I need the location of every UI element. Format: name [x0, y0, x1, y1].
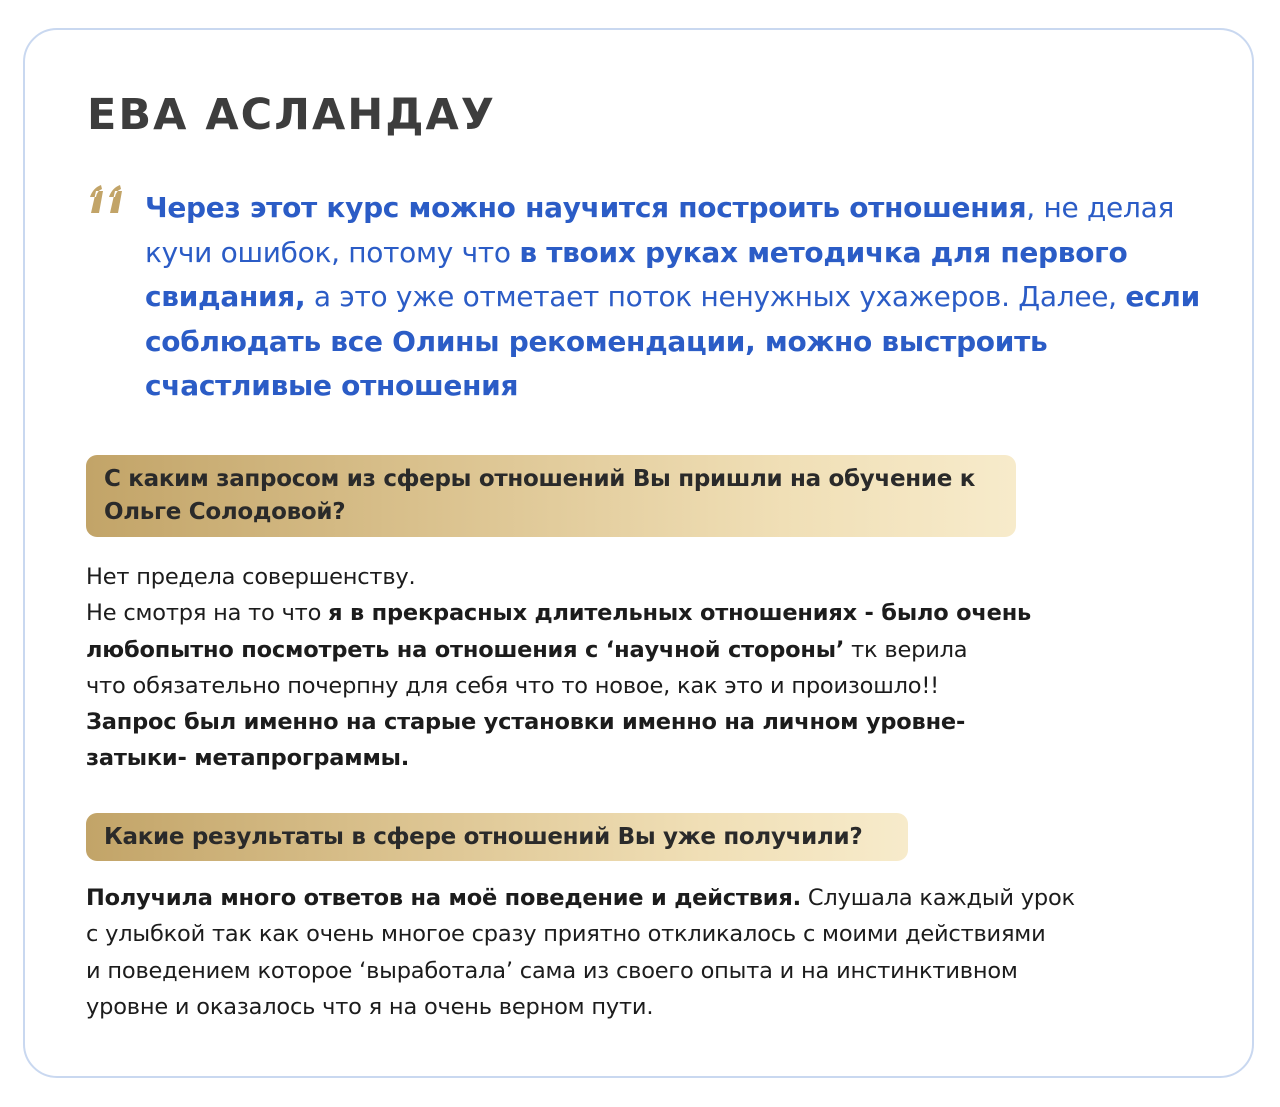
question-2-text: Какие результаты в сфере отношений Вы уже получили? — [104, 823, 863, 850]
answer-text: с улыбкой так как очень многое сразу приятно откликалось с моими действиями — [86, 921, 1046, 948]
quote-mark-icon — [88, 166, 128, 226]
answer-highlight: Запрос был именно на старые установки именно на личном уровне- — [86, 709, 966, 736]
testimonial-quote — [145, 186, 1230, 409]
answer-line — [86, 559, 1206, 595]
answer-highlight: любопытно посмотреть на отношения с ‘научной стороны’ — [86, 636, 845, 663]
answer-line — [86, 916, 1206, 952]
answer-line — [86, 632, 1206, 668]
answer-highlight: Получила много ответов на моё поведение и действия. — [86, 885, 801, 911]
answer-line — [86, 989, 1206, 1025]
answer-line — [86, 953, 1206, 989]
quote-text-segment: а это уже отметает поток ненужных ухажеров. Далее, — [305, 280, 1126, 313]
answer-line — [86, 668, 1206, 704]
answer-highlight: затыки- метапрограммы. — [86, 745, 410, 772]
question-2-banner — [86, 813, 908, 861]
answer-line — [86, 595, 1206, 631]
quote-highlight: если соблюдать все Олины рекомендации, можно выстроить счастливые отношения — [145, 280, 1200, 402]
answer-line — [86, 740, 1206, 776]
quote-highlight: в твоих руках методичка для первого свидания, — [145, 235, 1128, 313]
answer-text: что обязательно почерпну для себя что то новое, как это и произошло!! — [86, 672, 939, 699]
quote-text-segment: , не делая кучи ошибок, потому что — [145, 191, 1174, 269]
question-1-banner — [86, 455, 1016, 537]
answer-text: Нет предела совершенству. — [86, 564, 416, 590]
answer-highlight: я в прекрасных длительных отношениях - было очень — [328, 600, 1032, 627]
answer-text: тк верила — [844, 636, 968, 663]
answer-line — [86, 704, 1206, 740]
answer-text: Не смотря на то что — [86, 600, 329, 627]
quote-highlight: Через этот курс можно научится построить отношения — [145, 191, 1027, 224]
person-name: ЕВА АСЛАНДАУ — [87, 90, 496, 140]
question-1-text: С каким запросом из сферы отношений Вы пришли на обучение к Ольге Солодовой? — [104, 466, 976, 525]
answer-text: и поведением которое ‘выработала’ сама из своего опыта и на инстинктивном — [86, 957, 1018, 984]
answer-text: уровне и оказалось что я на очень верном пути. — [86, 993, 654, 1020]
answer-1 — [86, 559, 1206, 777]
answer-2 — [86, 880, 1206, 1025]
answer-line — [86, 880, 1206, 916]
answer-text: Слушала каждый урок — [800, 885, 1075, 911]
